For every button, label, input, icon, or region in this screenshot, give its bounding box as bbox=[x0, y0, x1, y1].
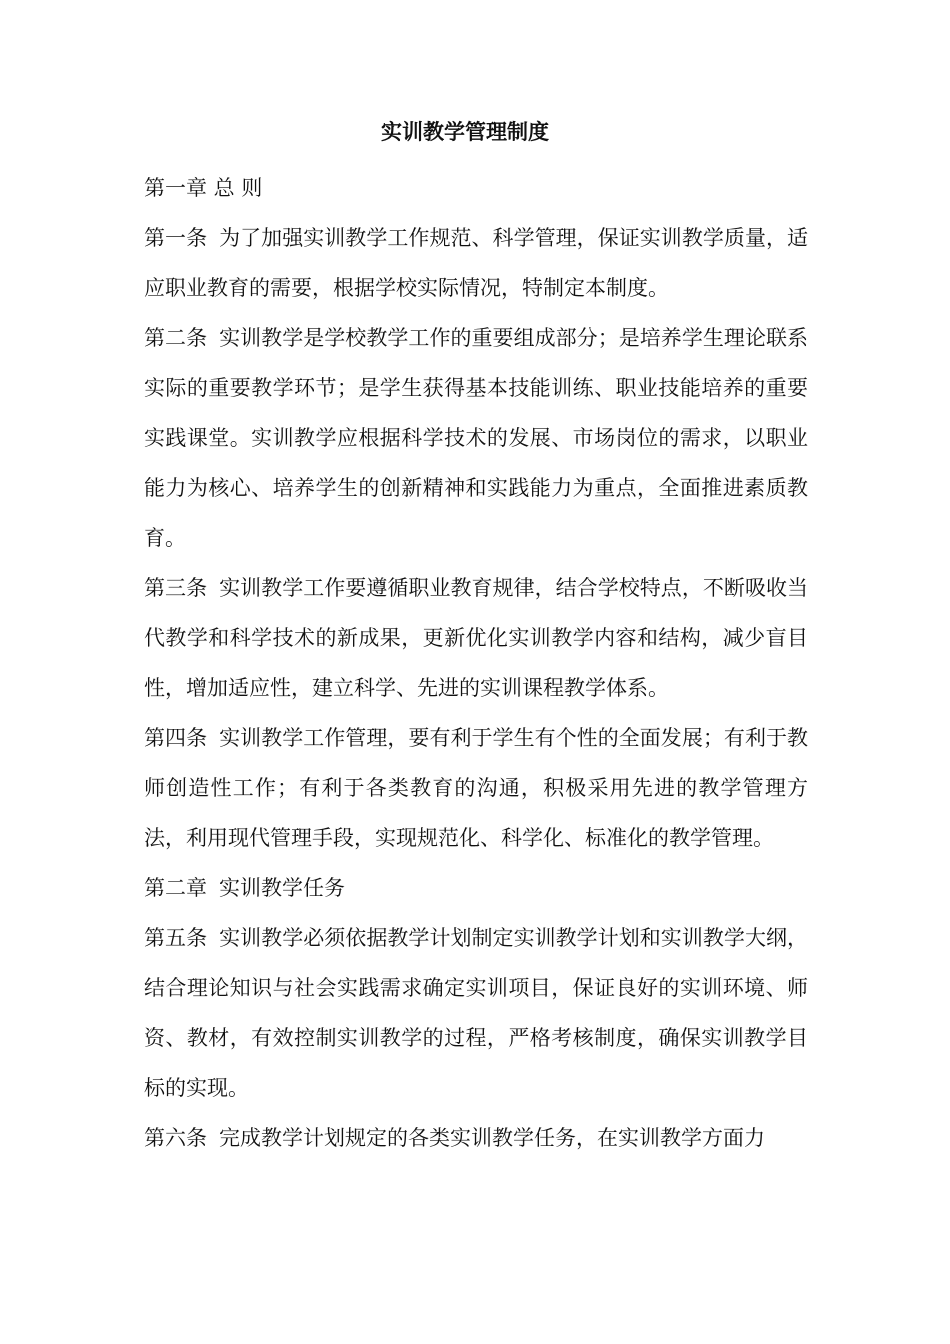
article-5 bbox=[144, 913, 808, 1113]
chapter-label: 第二章 bbox=[144, 876, 207, 900]
article-label: 第一条 bbox=[144, 226, 208, 250]
document-title: 实训教学管理制度 bbox=[381, 120, 549, 144]
article-text: 实训教学工作管理，要有利于学生有个性的全面发展；有利于教师创造性工作；有利于各类教育的沟通，积极采用先进的教学管理方法，利用现代管理手段，实现规范化、科学化、标准化的教学管理。 bbox=[144, 726, 809, 850]
article-2 bbox=[144, 313, 808, 563]
chapter-text: 实训教学任务 bbox=[219, 876, 345, 900]
article-label: 第六条 bbox=[144, 1126, 207, 1150]
article-text: 为了加强实训教学工作规范、科学管理，保证实训教学质量，适应职业教育的需要，根据学校实际情况，特制定本制度。 bbox=[144, 226, 809, 300]
chapter-label: 第一章 总 则 bbox=[144, 176, 263, 200]
article-6 bbox=[144, 1113, 808, 1163]
article-text: 实训教学是学校教学工作的重要组成部分；是培养学生理论联系实际的重要教学环节；是学生获得基本技能训练、职业技能培养的重要实践课堂。实训教学应根据科学技术的发展、市场岗位的需求，以职业能力为核心、培养学生的创新精神和实践能力为重点，全面推进素质教育。 bbox=[144, 326, 809, 550]
chapter-2-heading bbox=[144, 863, 808, 913]
article-3 bbox=[144, 563, 808, 713]
article-text: 实训教学必须依据教学计划制定实训教学计划和实训教学大纲，结合理论知识与社会实践需求确定实训项目，保证良好的实训环境、师资、教材，有效控制实训教学的过程，严格考核制度，确保实训教学目标的实现。 bbox=[144, 926, 809, 1100]
article-4 bbox=[144, 713, 808, 863]
document-body bbox=[144, 163, 808, 1163]
article-label: 第三条 bbox=[144, 576, 208, 600]
article-text: 实训教学工作要遵循职业教育规律，结合学校特点，不断吸收当代教学和科学技术的新成果，更新优化实训教学内容和结构，减少盲目性，增加适应性，建立科学、先进的实训课程教学体系。 bbox=[144, 576, 809, 700]
article-label: 第四条 bbox=[144, 726, 208, 750]
article-text: 完成教学计划规定的各类实训教学任务，在实训教学方面力 bbox=[219, 1126, 765, 1150]
article-1 bbox=[144, 213, 808, 313]
article-label: 第二条 bbox=[144, 326, 208, 350]
article-label: 第五条 bbox=[144, 926, 208, 950]
chapter-1-heading bbox=[144, 163, 808, 213]
